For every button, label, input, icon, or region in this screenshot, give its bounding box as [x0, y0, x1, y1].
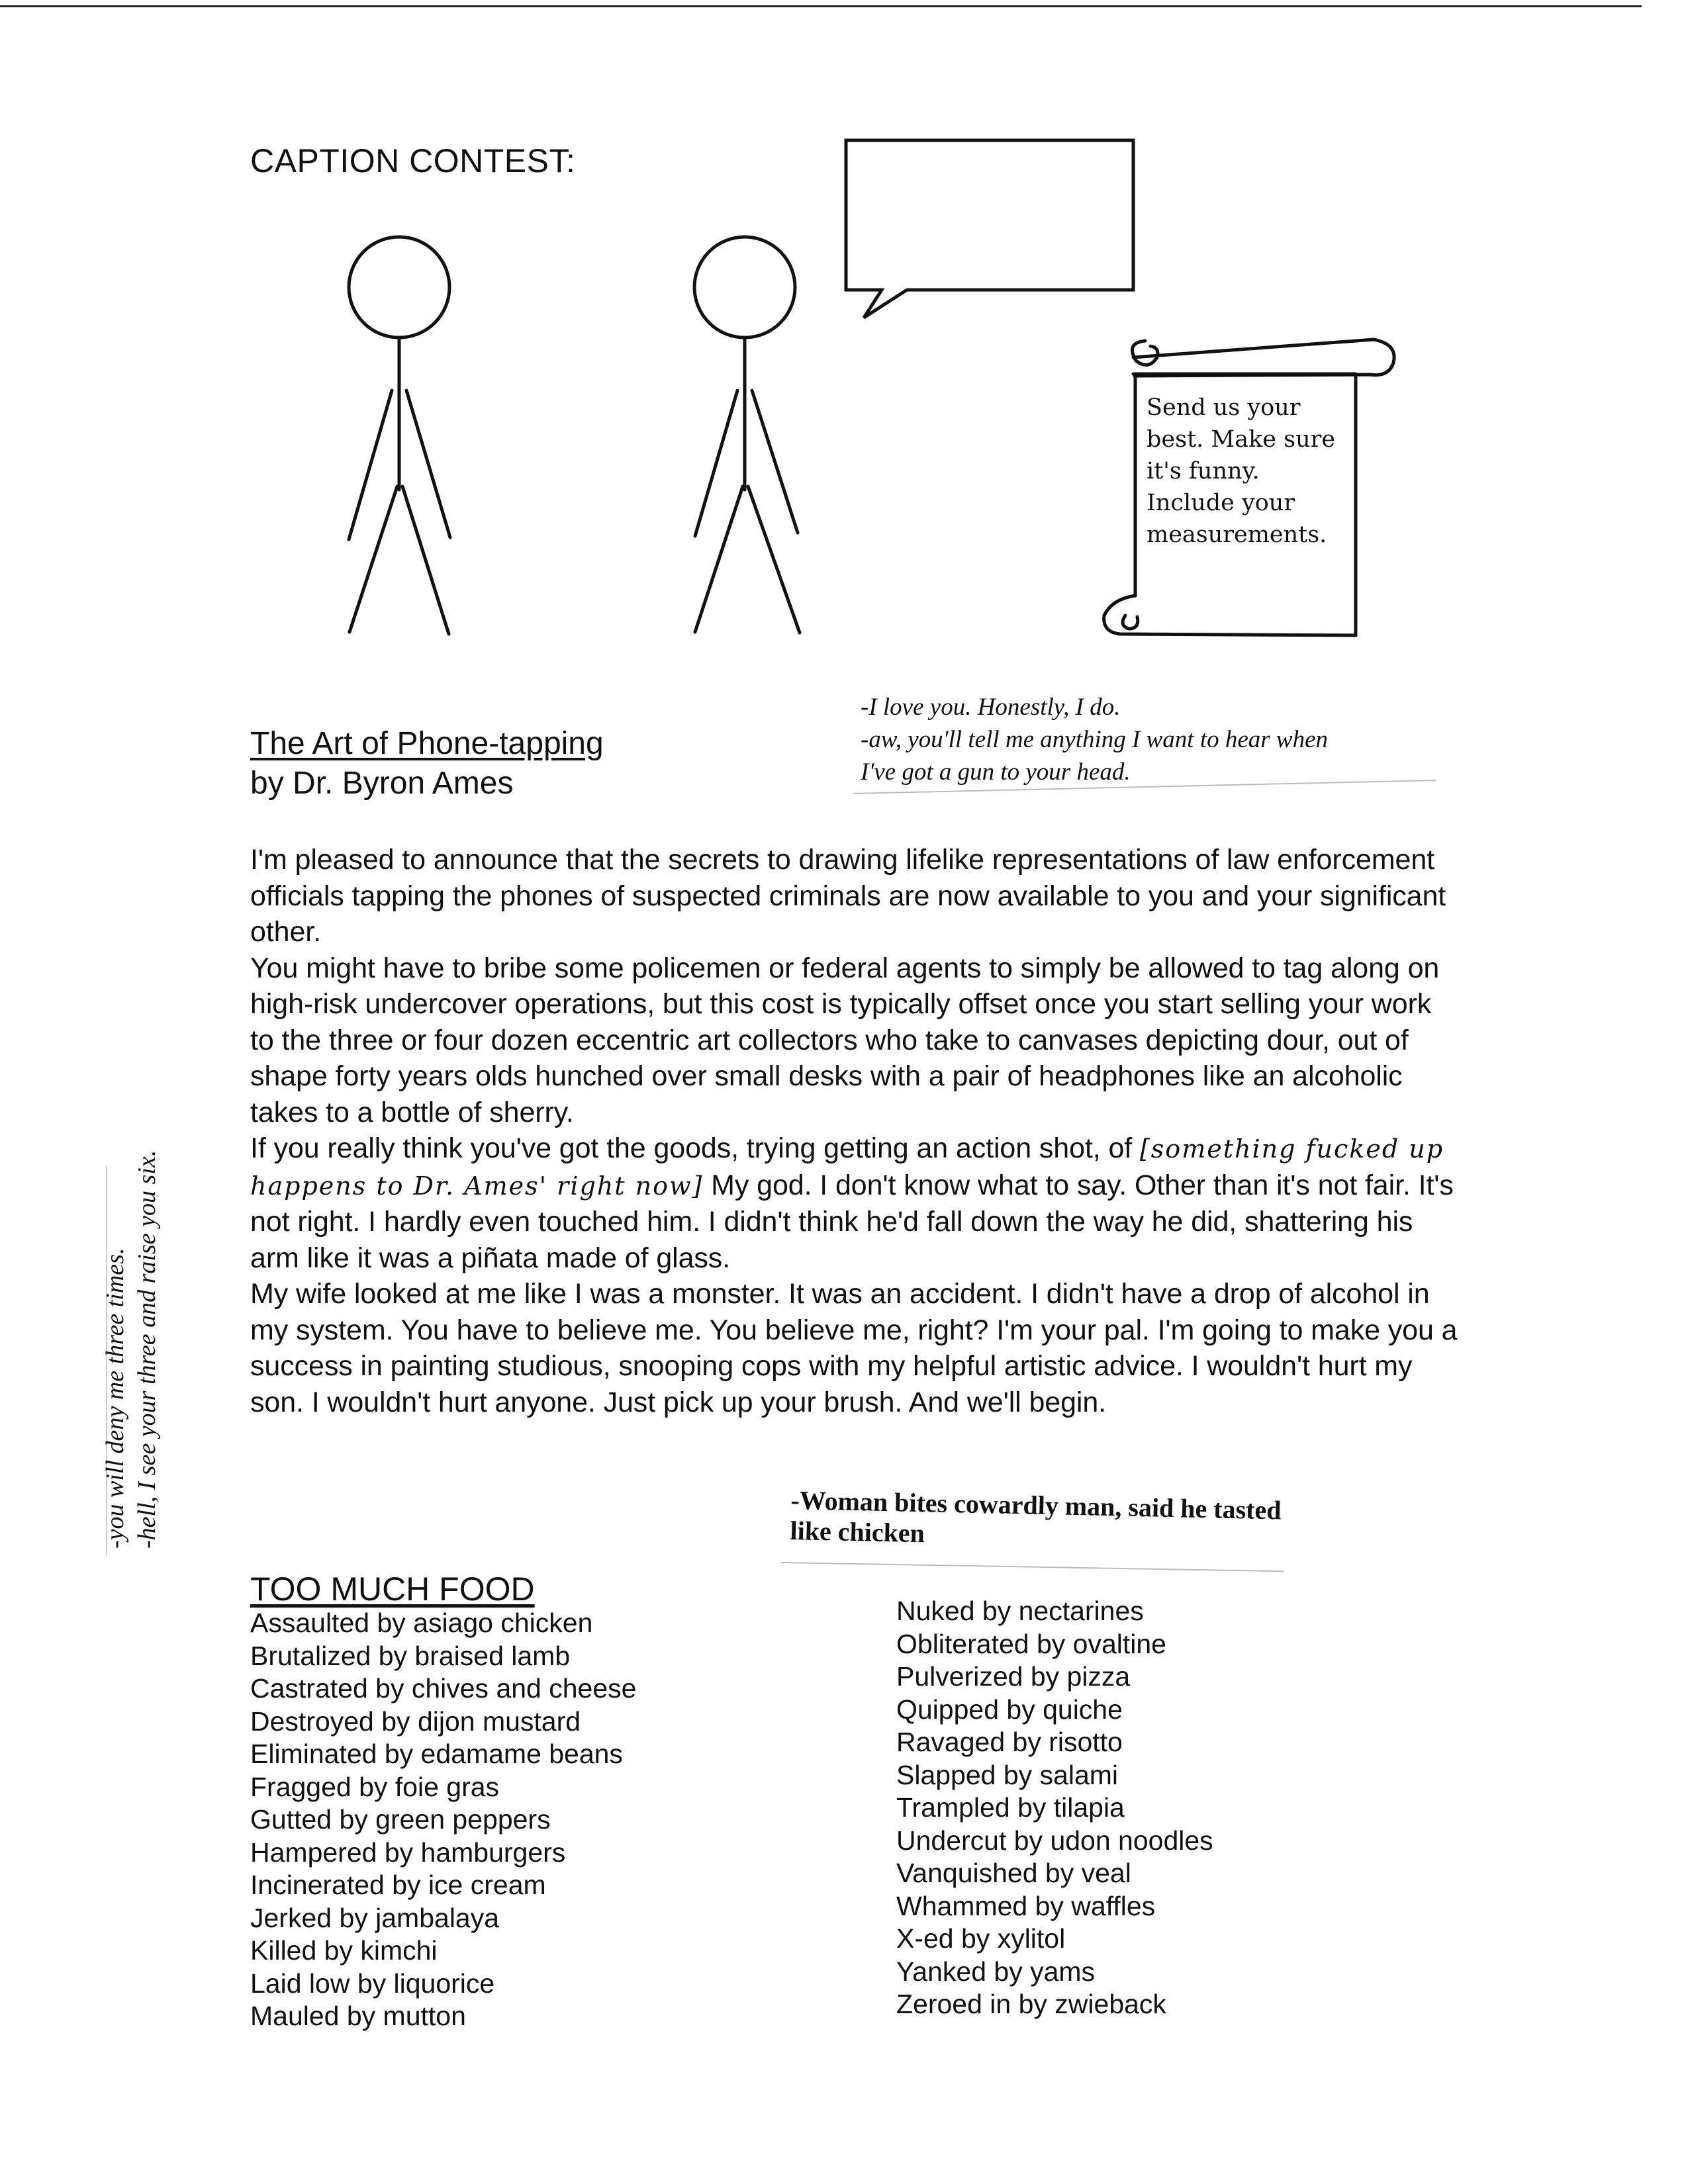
food-item: Yanked by yams	[896, 1956, 1096, 1987]
clipping-line: -aw, you'll tell me anything I want to hear when	[861, 726, 1329, 753]
scroll-line: Send us your	[1147, 394, 1301, 421]
food-item: Hampered by hamburgers	[250, 1837, 566, 1868]
article-body	[250, 842, 1462, 1420]
scroll-line: measurements.	[1147, 522, 1327, 548]
article-paragraph	[250, 1130, 1462, 1276]
speech-bubble	[846, 140, 1133, 318]
food-item: Pulverized by pizza	[896, 1661, 1131, 1692]
clipping-edge	[781, 1562, 1284, 1572]
article-paragraph: My wife looked at me like I was a monster. It was an accident. I didn't have a drop of alcohol in my system. You have to believe me. You believe me, right? I'm your pal. I'm going to make you a success in painting studious, snooping cops with my helpful artistic advice. I wouldn't hurt my son. I wouldn't hurt anyone. Just pick up your brush. And we'll begin.	[250, 1278, 1458, 1418]
food-item: Vanquished by veal	[896, 1858, 1131, 1888]
article-title: The Art of Phone-tapping	[250, 726, 604, 761]
food-item: Quipped by quiche	[896, 1694, 1123, 1725]
side-clipping-line: -you will deny me three times.	[101, 1248, 129, 1549]
food-item: X-ed by xylitol	[896, 1923, 1066, 1954]
handwritten-insert: [something fucked up happens to Dr. Ames' right now]	[250, 1134, 1444, 1201]
caption-contest-illustration	[0, 0, 1688, 662]
article-text: My god. I don't know what to say. Other than it's not fair. It's not right. I hardly even touched him. I didn't think he'd fall down the way he did, shattering his arm like it was a piñata made of glass.	[250, 1169, 1454, 1274]
food-item: Ravaged by risotto	[896, 1727, 1123, 1757]
food-item: Eliminated by edamame beans	[250, 1739, 623, 1769]
food-item: Obliterated by ovaltine	[896, 1628, 1166, 1659]
food-item: Fragged by foie gras	[250, 1771, 500, 1802]
food-item: Incinerated by ice cream	[250, 1870, 546, 1900]
food-item: Mauled by mutton	[250, 2001, 466, 2031]
scroll-line: best. Make sure	[1147, 426, 1336, 453]
food-item: Destroyed by dijon mustard	[250, 1706, 581, 1737]
article-byline: by Dr. Byron Ames	[250, 766, 514, 801]
food-item: Nuked by nectarines	[896, 1596, 1144, 1626]
scroll-line: it's funny.	[1147, 458, 1260, 484]
food-list-left	[250, 1607, 636, 2033]
food-item: Laid low by liquorice	[250, 1968, 495, 1999]
scroll-message	[1147, 392, 1352, 551]
side-clipping-line: -hell, I see your three and raise you six.	[133, 1150, 161, 1549]
food-list-right	[896, 1595, 1213, 2021]
food-item: Zeroed in by zwieback	[896, 1989, 1166, 2019]
clipping-line: -I love you. Honestly, I do.	[861, 694, 1121, 721]
caption-contest-title: CAPTION CONTEST:	[250, 142, 576, 179]
stick-figure-left	[349, 237, 450, 634]
scroll-line: Include your	[1147, 490, 1295, 516]
food-item: Whammed by waffles	[896, 1890, 1156, 1921]
clipping-line: I've got a gun to your head.	[861, 758, 1131, 786]
food-item: Jerked by jambalaya	[250, 1902, 500, 1933]
food-item: Trampled by tilapia	[896, 1792, 1125, 1823]
clipping-woman-bites: -Woman bites cowardly man, said he tasted like chicken	[790, 1485, 1282, 1549]
food-item: Killed by kimchi	[250, 1935, 438, 1966]
article-paragraph: I'm pleased to announce that the secrets to drawing lifelike representations of law enforcement officials tapping the phones of suspected criminals are now available to you and your significant other.	[250, 844, 1446, 948]
article-text: If you really think you've got the goods, trying getting an action shot, of	[250, 1132, 1140, 1164]
food-list-title: TOO MUCH FOOD	[250, 1570, 535, 1608]
stick-figure-right	[694, 237, 800, 633]
clipping-love-quote	[861, 691, 1443, 788]
food-item: Undercut by udon noodles	[896, 1825, 1213, 1856]
article-paragraph: You might have to bribe some policemen or federal agents to simply be allowed to tag along on high-risk undercover operations, but this cost is typically offset once you start selling your work to the three or four dozen eccentric art collectors who take to canvases depicting dour, out of shape forty years olds hunched over small desks with a pair of headphones like an alcoholic takes to a bottle of sherry.	[250, 952, 1440, 1128]
food-item: Slapped by salami	[896, 1759, 1119, 1790]
food-item: Castrated by chives and cheese	[250, 1673, 637, 1704]
food-item: Assaulted by asiago chicken	[250, 1608, 593, 1638]
food-item: Brutalized by braised lamb	[250, 1640, 571, 1671]
food-item: Gutted by green peppers	[250, 1804, 551, 1835]
side-clipping	[99, 1150, 163, 1549]
